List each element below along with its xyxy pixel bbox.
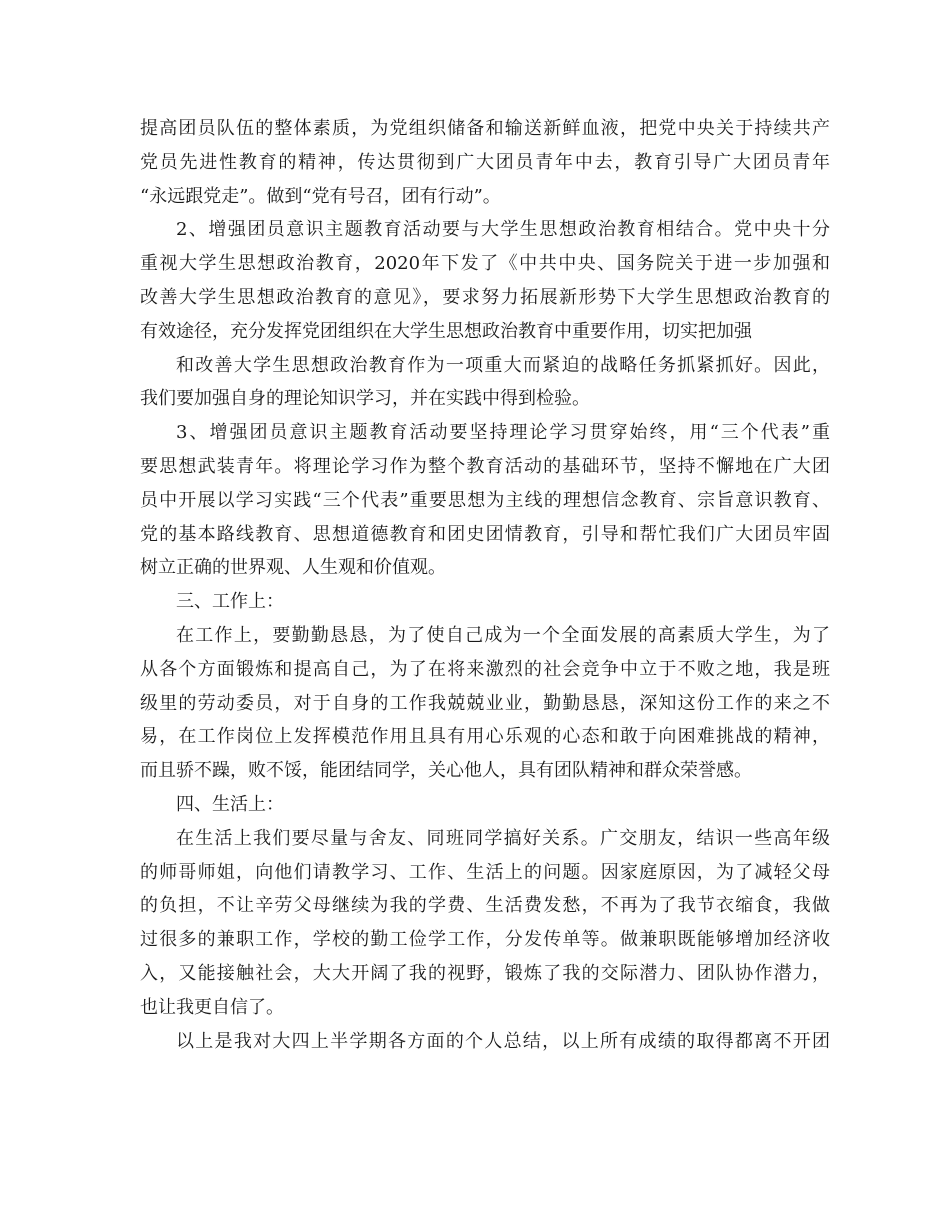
text-line: 2、增强团员意识主题教育活动要与大学生思想政治教育相结合。党中央十分 (176, 219, 830, 241)
text-line: 从各个方面锻炼和提高自己，为了在将来激烈的社会竞争中立于不败之地，我是班 (140, 658, 830, 680)
text-line: 易，在工作岗位上发挥模范作用且具有用心乐观的心态和敢于向困难挑战的精神， (140, 726, 830, 748)
text-line: 也让我更自信了。 (140, 996, 284, 1018)
text-line: 要思想武装青年。将理论学习作为整个教育活动的基础环节，坚持不懈地在广大团 (140, 455, 830, 477)
section-heading: 三、工作上： (176, 591, 284, 613)
text-line: 3、增强团员意识主题教育活动要坚持理论学习贯穿始终，用“三个代表”重 (176, 422, 830, 444)
text-line: 入，又能接触社会，大大开阔了我的视野，锻炼了我的交际潜力、团队协作潜力， (140, 962, 830, 984)
text-line: 员中开展以学习实践“三个代表”重要思想为主线的理想信念教育、宗旨意识教育、 (140, 489, 830, 511)
text-line: 党的基本路线教育、思想道德教育和团史团情教育，引导和帮忙我们广大团员牢固 (140, 523, 830, 545)
text-line: 树立正确的世界观、人生观和价值观。 (140, 557, 446, 579)
text-line: 以上是我对大四上半学期各方面的个人总结，以上所有成绩的取得都离不开团 (176, 1030, 830, 1052)
text-line: 有效途径，充分发挥党团组织在大学生思想政治教育中重要作用，切实把加强 (140, 320, 752, 342)
text-line: 和改善大学生思想政治教育作为一项重大而紧迫的战略任务抓紧抓好。因此， (176, 354, 830, 376)
document-body (140, 112, 830, 1058)
text-line: 级里的劳动委员，对于自身的工作我兢兢业业，勤勤恳恳，深知这份工作的来之不 (140, 692, 830, 714)
text-line: 我们要加强自身的理论知识学习，并在实践中得到检验。 (140, 388, 590, 410)
text-line: 的负担，不让辛劳父母继续为我的学费、生活费发愁，不再为了我节衣缩食，我做 (140, 895, 830, 917)
section-heading: 四、生活上： (176, 793, 284, 815)
text-line: 而且骄不躁，败不馁，能团结同学，关心他人，具有团队精神和群众荣誉感。 (140, 760, 752, 782)
text-line: 党员先进性教育的精神，传达贯彻到广大团员青年中去，教育引导广大团员青年 (140, 151, 830, 173)
text-line: 过很多的兼职工作，学校的勤工俭学工作，分发传单等。做兼职既能够增加经济收 (140, 929, 830, 951)
text-line: 重视大学生思想政治教育，2020年下发了《中共中央、国务院关于进一步加强和 (140, 253, 830, 275)
text-line: 的师哥师姐，向他们请教学习、工作、生活上的问题。因家庭原因，为了减轻父母 (140, 861, 830, 883)
text-line: “永远跟党走”。做到“党有号召，团有行动”。 (140, 185, 501, 207)
text-line: 改善大学生思想政治教育的意见》，要求努力拓展新形势下大学生思想政治教育的 (140, 286, 830, 308)
text-line: 在生活上我们要尽量与舍友、同班同学搞好关系。广交朋友，结识一些高年级 (176, 827, 830, 849)
text-line: 提高团员队伍的整体素质，为党组织储备和输送新鲜血液，把党中央关于持续共产 (140, 118, 830, 139)
text-line: 在工作上，要勤勤恳恳，为了使自己成为一个全面发展的高素质大学生，为了 (176, 624, 830, 646)
